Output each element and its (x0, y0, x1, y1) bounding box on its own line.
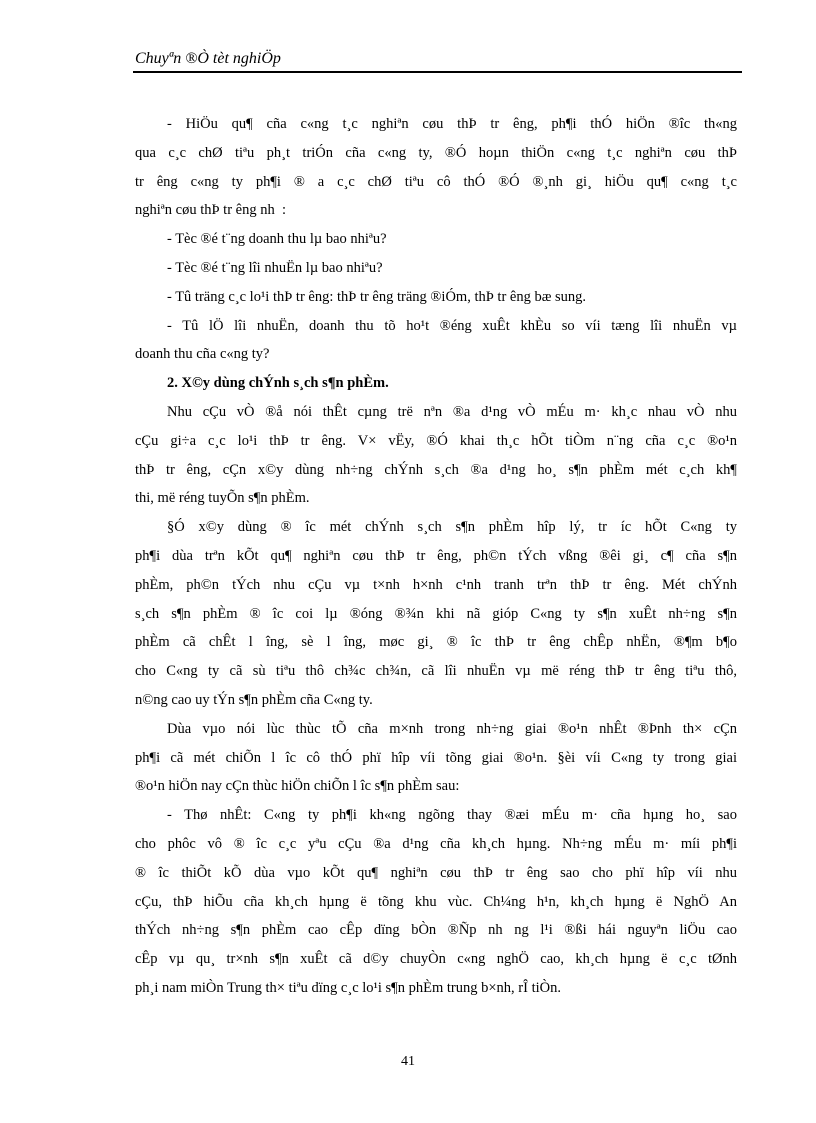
header-divider (133, 71, 742, 73)
text-line: thÝch nh÷ng s¶n phÈm cao cÊp dïng bÒn ®Ñp nh ng l¹i ®ßi hái nguyªn liÖu cao (135, 922, 737, 939)
text-line: cÇu, thÞ hiÕu cña kh¸ch hµng ë tõng khu vùc. Ch¼ng h¹n, kh¸ch hµng ë NghÖ An (135, 893, 737, 910)
document-header-title: Chuyªn ®Ò tèt nghiÖp (135, 50, 281, 67)
text-line: phÈm, ph©n tÝch nhu cÇu vµ t×nh h×nh c¹nh tranh trªn thÞ tr êng. Mét chÝnh (135, 576, 737, 593)
text-line: cÊp vµ qu¸ tr×nh s¶n xuÊt cã d©y chuyÒn c«ng nghÖ cao, kh¸ch hµng ë c¸c tØnh (135, 951, 737, 968)
text-line: ph¶i dùa trªn kÕt qu¶ nghiªn cøu thÞ tr êng, ph©n tÝch vßng ®êi gi¸ c¶ cña s¶n (135, 547, 737, 564)
text-line: cho C«ng ty cã sù tiªu thô ch¾c ch¾n, cã lîi nhuËn vµ më réng thÞ tr êng tiªu thô, (135, 663, 737, 680)
text-line: §Ó x©y dùng ® îc mét chÝnh s¸ch s¶n phÈm hîp lý, tr íc hÕt C«ng ty (167, 519, 737, 536)
text-line: doanh thu cña c«ng ty? (135, 346, 270, 363)
text-line: ®o¹n hiÖn nay cÇn thùc hiÖn chiÕn l îc s¶n phÈm sau: (135, 778, 460, 795)
text-line: s¸ch s¶n phÈm ® îc coi lµ ®óng ®¾n khi nã gióp C«ng ty s¶n xuÊt nh÷ng s¶n (135, 605, 737, 622)
text-line: ph¸i nam miÒn Trung th× tiªu dïng c¸c lo¹i s¶n phÈm trung b×nh, rÎ tiÒn. (135, 979, 561, 996)
text-line: Nhu cÇu vÒ ®å nói thÊt cµng trë nªn ®a d¹ng vÒ mÉu m· kh¸c nhau vÒ nhu (167, 403, 737, 420)
text-line: - Tèc ®é t¨ng lîi nhuËn lµ bao nhiªu? (167, 259, 383, 276)
text-line: Dùa vµo nói lùc thùc tÕ cña m×nh trong nh÷ng giai ®o¹n nhÊt ®Þnh th× cÇn (167, 720, 737, 737)
text-line: ph¶i cã mét chiÕn l îc cô thÓ phï hîp víi tõng giai ®o¹n. §èi víi C«ng ty trong giai (135, 749, 737, 766)
text-line: - Tèc ®é t¨ng doanh thu lµ bao nhiªu? (167, 231, 387, 248)
text-line: phÈm cã chÊt l îng, sè l îng, møc gi¸ ® îc thÞ tr êng chÊp nhËn, ®¶m b¶o (135, 634, 737, 651)
document-body (135, 110, 737, 1003)
section-heading: 2. X©y dùng chÝnh s¸ch s¶n phÈm. (167, 375, 389, 392)
text-line: n©ng cao uy tÝn s¶n phÈm cña C«ng ty. (135, 691, 373, 708)
page-number: 41 (401, 1054, 415, 1069)
text-line: thÞ tr êng, cÇn x©y dùng nh÷ng chÝnh s¸ch ®a d¹ng ho¸ s¶n phÈm mét c¸ch kh¶ (135, 461, 737, 478)
text-line: thi, më réng tuyÕn s¶n phÈm. (135, 490, 310, 507)
text-line: - HiÖu qu¶ cña c«ng t¸c nghiªn cøu thÞ tr êng, ph¶i thÓ hiÖn ®îc th«ng (167, 116, 737, 132)
text-line: - Thø nhÊt: C«ng ty ph¶i kh«ng ngõng thay ®æi mÉu m· cña hµng ho¸ sao (167, 807, 737, 824)
text-line: nghiªn cøu thÞ tr êng nh : (135, 202, 287, 219)
text-line: tr êng c«ng ty ph¶i ® a c¸c chØ tiªu cô thÓ ®Ó ®¸nh gi¸ hiÖu qu¶ c«ng t¸c (135, 173, 737, 190)
text-line: ® îc thiÕt kÕ dùa vµo kÕt qu¶ nghiªn cøu thÞ tr êng sao cho phï hîp víi nhu (135, 864, 737, 881)
text-line: cÇu gi÷a c¸c lo¹i thÞ tr êng. V× vËy, ®Ó khai th¸c hÕt tiÒm n¨ng cña c¸c ®o¹n (135, 432, 737, 449)
text-line: qua c¸c chØ tiªu ph¸t triÓn cña c«ng ty, ®Ó hoµn thiÖn c«ng t¸c nghiªn cøu thÞ (135, 144, 737, 161)
text-line: - Tû träng c¸c lo¹i thÞ tr êng: thÞ tr êng träng ®iÓm, thÞ tr êng bæ sung. (167, 288, 587, 305)
text-line: - Tû lÖ lîi nhuËn, doanh thu tõ ho¹t ®éng xuÊt khÈu so víi tæng lîi nhuËn vµ (167, 317, 737, 334)
text-line: cho phôc vô ® îc c¸c yªu cÇu ®a d¹ng cña kh¸ch hµng. Nh÷ng mÉu m· míi ph¶i (135, 835, 737, 852)
